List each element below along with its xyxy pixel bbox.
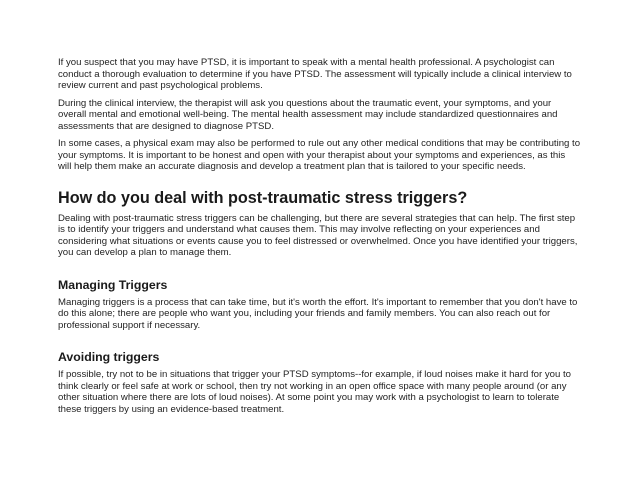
- intro-paragraph-1: If you suspect that you may have PTSD, it is important to speak with a mental health professional. A psychologist can conduct a thorough evaluation to determine if you have PTSD. The assessment will typically include a clinical interview to review current and past psychological problems.: [58, 57, 572, 91]
- section-heading-triggers: How do you deal with post-traumatic stress triggers?: [58, 188, 468, 207]
- intro-paragraph-2: During the clinical interview, the therapist will ask you questions about the traumatic event, your symptoms, and your overall mental and emotional well-being. The mental health assessment may include standardized questionnaires and assessments that are designed to diagnose PTSD.: [58, 97, 558, 132]
- triggers-paragraph: Dealing with post-traumatic stress triggers can be challenging, but there are several strategies that can help. The first step is to identify your triggers and understand what causes them. This may involve reflecting on your experiences and considering what situations or events cause you to feel distressed or overwhelmed. Once you have identified your triggers, you can develop a plan to manage them.: [58, 212, 578, 258]
- section-heading-avoiding: Avoiding triggers: [58, 350, 160, 364]
- section-heading-managing: Managing Triggers: [58, 277, 168, 292]
- avoiding-paragraph: If possible, try not to be in situations that trigger your PTSD symptoms--for example, if loud noises make it hard for you to think clearly or feel safe at work or school, then try not working in an open office space with many people around (or any other situation where there are lots of loud noises). At some point you may work with a psychologist to learn to tolerate these triggers by using an evidence-based treatment.: [58, 369, 571, 415]
- managing-paragraph: Managing triggers is a process that can take time, but it's worth the effort. It's important to remember that you don't have to do this alone; there are people who want you, including your friends and family members. You can also reach out for professional support if necessary.: [58, 296, 578, 331]
- intro-paragraph-3: In some cases, a physical exam may also be performed to rule out any other medical conditions that may be contributing to your symptoms. It is important to be honest and open with your therapist about your symptoms and experiences, as this will help them make an accurate diagnosis and develop a treatment plan that is tailored to your specific needs.: [58, 138, 581, 172]
- document-page: [58, 57, 581, 415]
